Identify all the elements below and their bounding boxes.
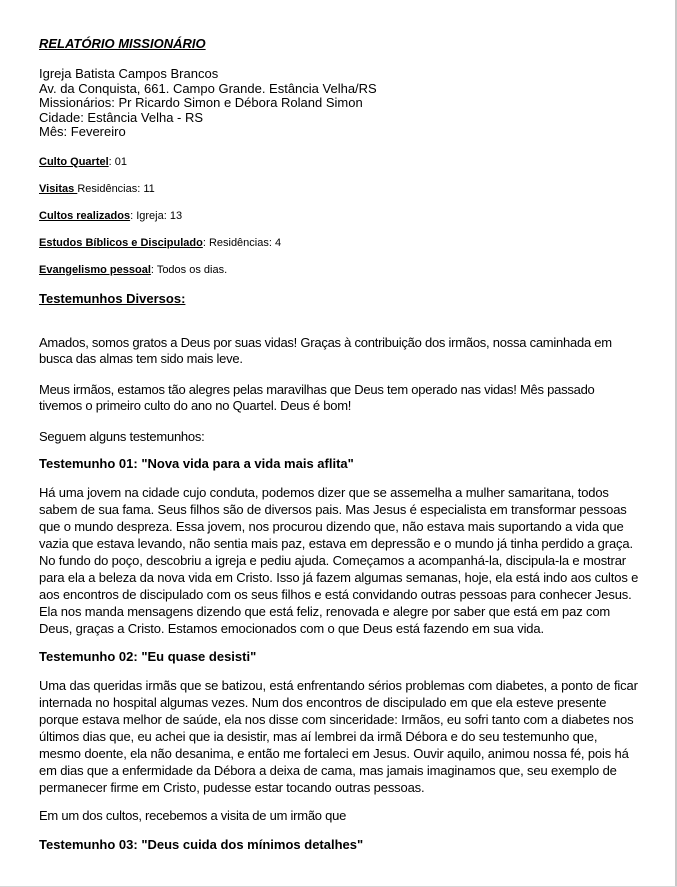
field-value: 01 [114, 155, 128, 168]
intro-paragraph-1: Amados, somos gratos a Deus por suas vidas! Graças à contribuição dos irmãos, nossa caminhada em busca das almas tem sido mais leve. [39, 334, 612, 366]
month: Mês: Fevereiro [39, 124, 126, 139]
field-visitas [39, 183, 639, 196]
field-evangelismo [39, 264, 639, 277]
field-label: Estudos Bíblicos e Discipulado [39, 236, 203, 249]
field-sep: : [130, 209, 137, 222]
field-value: Igreja: 13 [136, 209, 183, 222]
field-sep: : [150, 263, 157, 276]
closing-paragraph: Em um dos cultos, recebemos a visita de um irmão que [39, 807, 347, 823]
field-value: Residências: 11 [77, 182, 155, 195]
testimony-2-heading: Testemunho 02: "Eu quase desisti" [39, 648, 257, 664]
church-name: Igreja Batista Campos Brancos [39, 66, 219, 81]
city: Cidade: Estância Velha - RS [39, 109, 204, 125]
report-title: RELATÓRIO MISSIONÁRIO [39, 36, 206, 51]
field-label: Evangelismo pessoal [39, 263, 151, 276]
church-info [39, 67, 639, 140]
field-value: Residências: 4 [208, 236, 282, 249]
field-label: Cultos realizados [39, 209, 131, 222]
missionaries: Missionários: Pr Ricardo Simon e Débora Roland Simon [39, 95, 363, 110]
testimony-2-text: Uma das queridas irmãs que se batizou, está enfrentando sérios problemas com diabetes, a ponto de ficar internada no hospital algumas vezes. Num dos encontros de discipulado em que ela esteve presente porque estava melhor de saúde, ela nos disse com sinceridade: Irmãos, eu sofri tanto com a diabetes nos últimos dias que, eu achei que ia desistir, mas aí lembrei da irmã Débora e do seu testemunho que, mesmo doente, ela não desanima, e então me fortaleci em Jesus. Ouvir aquilo, animou nossa fé, pois há em dias que a enfermidade da Débora a deixa de cama, mas jamais imaginamos que, seu exemplo de permanecer firme em Cristo, pudesse estar tocando outras pessoas. [39, 677, 638, 795]
field-value: Todos os dias. [156, 263, 228, 276]
document-page [39, 36, 639, 853]
testimony-1-text: Há uma jovem na cidade cujo conduta, podemos dizer que se assemelha a mulher samaritana, todos sabem de sua fama. Seus filhos são de diversos pais. Mas Jesus é especialista em transformar pessoas que o mundo despreza. Essa jovem, nos procurou dizendo que, não estava mais suportando a vida que vazia que estava levando, não sentia mais paz, estava em depressão e o mundo já tinha perdido a graça. No fundo do poço, descobriu a igreja e pediu ajuda. Começamos a acompanhá-la, discipula-la e mostrar para ela a beleza da nova vida em Cristo. Isso já fazem algumas semanas, hoje, ela está indo aos cultos e aos encontros de discipulado com os seus filhos e está convidando outras pessoas para conhecer Jesus. Ela nos manda mensagens dizendo que está feliz, renovada e alegre por saber que está em paz com Deus, graças a Cristo. Estamos emocionados com o que Deus está fazendo em sua vida. [39, 484, 639, 636]
intro-paragraph-3: Seguem alguns testemunhos: [39, 428, 205, 444]
field-label: Visitas [39, 182, 78, 195]
field-sep: : [108, 155, 115, 168]
section-title: Testemunhos Diversos: [39, 290, 186, 306]
testimony-3-heading: Testemunho 03: "Deus cuida dos mínimos detalhes" [39, 836, 364, 852]
field-estudos-biblicos [39, 237, 639, 250]
intro-paragraph-2: Meus irmãos, estamos tão alegres pelas maravilhas que Deus tem operado nas vidas! Mês passado tivemos o primeiro culto do ano no Quartel. Deus é bom! [39, 381, 595, 413]
field-label: Culto Quartel [39, 155, 109, 168]
testimony-1-heading: Testemunho 01: "Nova vida para a vida mais aflita" [39, 455, 354, 471]
field-sep: : [202, 236, 209, 249]
church-address: Av. da Conquista, 661. Campo Grande. Estância Velha/RS [39, 80, 377, 96]
field-cultos-realizados [39, 210, 639, 223]
field-culto-quartel [39, 156, 639, 169]
